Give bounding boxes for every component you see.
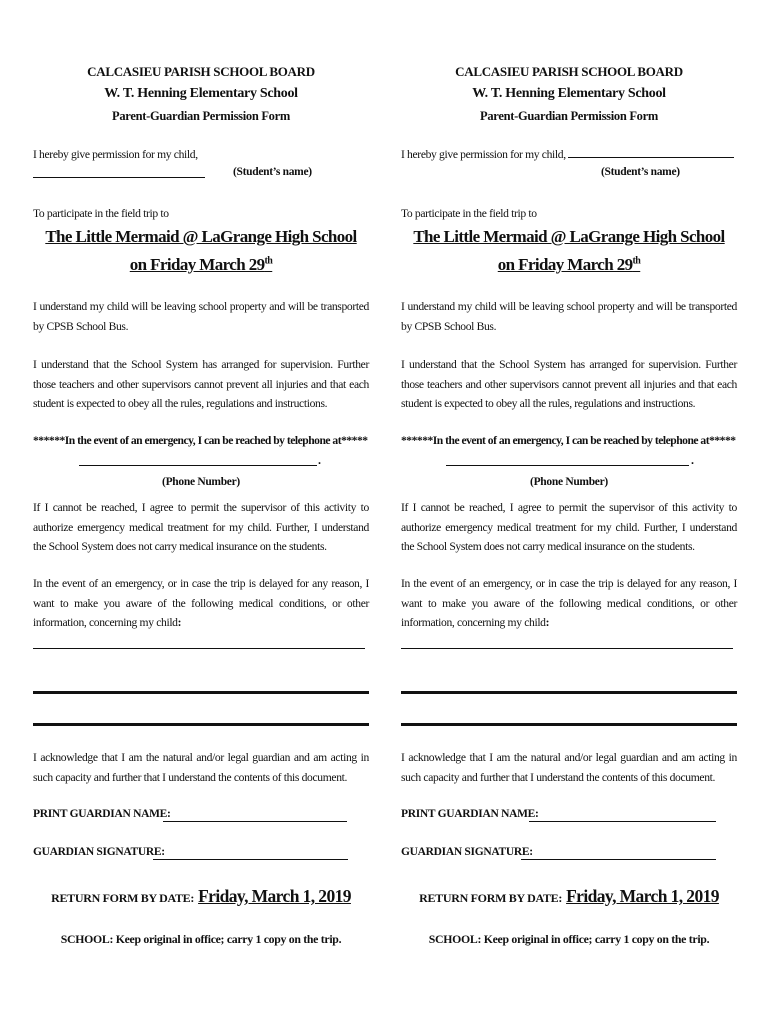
medical-paragraph bbox=[401, 574, 737, 633]
print-name-label: PRINT GUARDIAN NAME: bbox=[33, 808, 171, 820]
permission-line-text: I hereby give permission for my child, bbox=[401, 148, 569, 161]
supervision-paragraph: I understand that the School System has arranged for supervision. Further those teachers and other supervisors cannot prevent all injuries and that each student is expected to obey all the rules, regulations and instructions. bbox=[33, 358, 369, 410]
event-date-suffix: th bbox=[632, 255, 641, 267]
medical-text: In the event of an emergency, or in case the trip is delayed for any reason, I want to make you aware of the following medical conditions, or other information, concerning my child bbox=[401, 577, 737, 629]
signature-label: GUARDIAN SIGNATURE: bbox=[33, 846, 165, 858]
permission-line bbox=[401, 145, 737, 165]
school-board-heading: CALCASIEU PARISH SCHOOL BOARD bbox=[87, 64, 315, 79]
medical-paragraph bbox=[33, 574, 369, 633]
return-row bbox=[33, 886, 369, 907]
medical-colon: : bbox=[545, 616, 550, 629]
medical-info-line-3[interactable] bbox=[401, 723, 737, 726]
print-name-row bbox=[401, 808, 737, 820]
print-name-row bbox=[33, 808, 369, 820]
acknowledge-paragraph: I acknowledge that I am the natural and/or legal guardian and am acting in such capacity and further that I understand the contents of this document. bbox=[33, 751, 369, 784]
form-copy-right bbox=[401, 0, 737, 1024]
medical-info-line-1[interactable] bbox=[401, 648, 733, 649]
student-name-label: (Student’s name) bbox=[233, 166, 312, 178]
emergency-line: ******In the event of an emergency, I can be reached by telephone at***** bbox=[33, 434, 368, 447]
supervision-paragraph: I understand that the School System has arranged for supervision. Further those teachers and other supervisors cannot prevent all injuries and that each student is expected to obey all the rules, regulations and instructions. bbox=[401, 358, 737, 410]
event-date-text: on Friday March 29 bbox=[129, 255, 265, 274]
medical-info-line-2[interactable] bbox=[401, 691, 737, 694]
form-title: Parent-Guardian Permission Form bbox=[112, 109, 290, 123]
medical-info-line-2[interactable] bbox=[33, 691, 369, 694]
signature-field[interactable] bbox=[521, 859, 716, 860]
phone-number-label: (Phone Number) bbox=[162, 476, 240, 488]
signature-row bbox=[33, 846, 369, 858]
transport-paragraph: I understand my child will be leaving school property and will be transported by CPSB School Bus. bbox=[401, 300, 737, 333]
print-name-field[interactable] bbox=[529, 821, 716, 822]
event-date-text: on Friday March 29 bbox=[497, 255, 633, 274]
return-date: Friday, March 1, 2019 bbox=[566, 886, 719, 906]
signature-row bbox=[401, 846, 737, 858]
emergency-line: ******In the event of an emergency, I can be reached by telephone at***** bbox=[401, 434, 736, 447]
medical-colon: : bbox=[177, 616, 182, 629]
phone-number-field[interactable]: . bbox=[446, 454, 694, 468]
permission-line-text: I hereby give permission for my child, bbox=[33, 148, 198, 161]
print-name-label: PRINT GUARDIAN NAME: bbox=[401, 808, 539, 820]
print-name-field[interactable] bbox=[163, 821, 347, 822]
acknowledge-paragraph: I acknowledge that I am the natural and/or legal guardian and am acting in such capacity and further that I understand the contents of this document. bbox=[401, 751, 737, 784]
transport-paragraph: I understand my child will be leaving school property and will be transported by CPSB School Bus. bbox=[33, 300, 369, 333]
medical-info-line-3[interactable] bbox=[33, 723, 369, 726]
school-name-heading: W. T. Henning Elementary School bbox=[472, 86, 666, 101]
school-note: SCHOOL: Keep original in office; carry 1 copy on the trip. bbox=[428, 932, 710, 946]
form-title: Parent-Guardian Permission Form bbox=[480, 109, 658, 123]
phone-number-label: (Phone Number) bbox=[530, 476, 608, 488]
signature-label: GUARDIAN SIGNATURE: bbox=[401, 846, 533, 858]
return-date: Friday, March 1, 2019 bbox=[198, 886, 351, 906]
medical-text: In the event of an emergency, or in case the trip is delayed for any reason, I want to make you aware of the following medical conditions, or other information, concerning my child bbox=[33, 577, 369, 629]
return-row bbox=[401, 886, 737, 907]
event-date bbox=[401, 251, 737, 279]
return-label: RETURN FORM BY DATE: bbox=[51, 891, 195, 905]
event-title: The Little Mermaid @ LaGrange High School bbox=[45, 227, 357, 246]
event-title: The Little Mermaid @ LaGrange High School bbox=[413, 227, 725, 246]
school-board-heading: CALCASIEU PARISH SCHOOL BOARD bbox=[455, 64, 683, 79]
student-name-field[interactable] bbox=[33, 168, 205, 178]
student-name-field[interactable] bbox=[568, 148, 734, 158]
medical-info-line-1[interactable] bbox=[33, 648, 365, 649]
signature-field[interactable] bbox=[153, 859, 348, 860]
treatment-paragraph: If I cannot be reached, I agree to permit the supervisor of this activity to authorize emergency medical treatment for my child. Further, I understand the School System does not carry medical insurance on the students. bbox=[401, 501, 737, 553]
school-note: SCHOOL: Keep original in office; carry 1 copy on the trip. bbox=[60, 932, 342, 946]
permission-line bbox=[33, 145, 369, 184]
return-label: RETURN FORM BY DATE: bbox=[419, 891, 563, 905]
phone-number-field[interactable]: . bbox=[79, 454, 321, 468]
school-name-heading: W. T. Henning Elementary School bbox=[104, 86, 298, 101]
student-name-label: (Student’s name) bbox=[601, 166, 680, 178]
form-copy-left bbox=[33, 0, 369, 1024]
participate-line: To participate in the field trip to bbox=[401, 207, 537, 220]
event-date bbox=[33, 251, 369, 279]
event-date-suffix: th bbox=[264, 255, 273, 267]
treatment-paragraph: If I cannot be reached, I agree to permit the supervisor of this activity to authorize emergency medical treatment for my child. Further, I understand the School System does not carry medical insurance on the students. bbox=[33, 501, 369, 553]
participate-line: To participate in the field trip to bbox=[33, 207, 169, 220]
